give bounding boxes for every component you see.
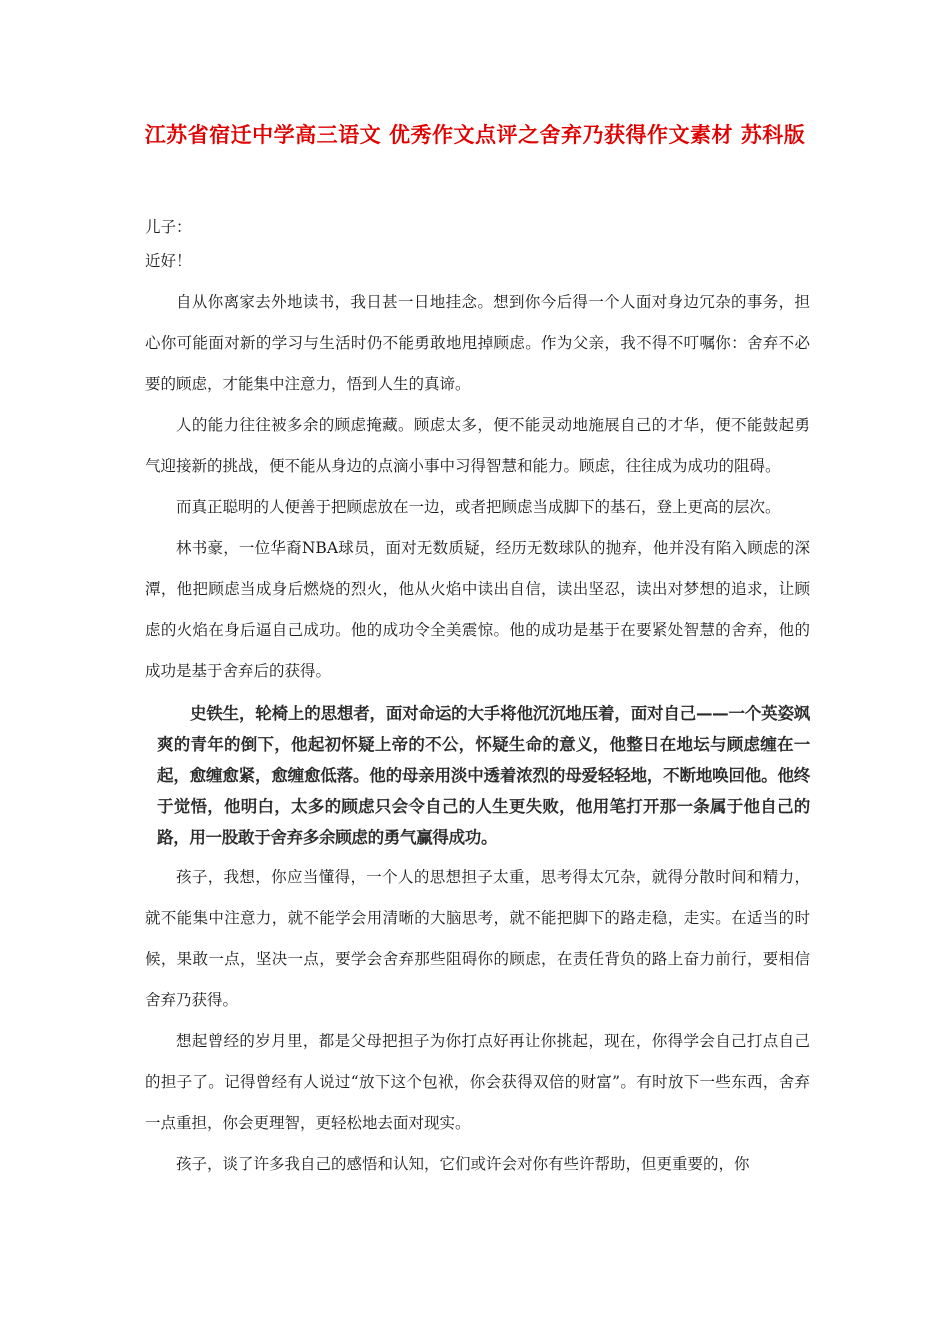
scanned-paragraph: 史铁生，轮椅上的思想者，面对命运的大手将他沉沉地压着，面对自己——一个英姿飒爽的青年的倒下，他起初怀疑上帝的不公，怀疑生命的意义，他整日在地坛与顾虑缠在一起，愈缠愈紧，愈缠愈低落。他的母亲用淡中透着浓烈的母爱轻轻地，不断地唤回他。他终于觉悟，他明白，太多的顾虑只会令自己的人生更失败，他用笔打开那一条属于他自己的路，用一股敢于舍弃多余顾虑的勇气赢得成功。 [157, 704, 810, 847]
salutation: 儿子： [145, 218, 192, 236]
paragraph-1: 自从你离家去外地读书，我日甚一日地挂念。想到你今后得一个人面对身边冗杂的事务，担心你可能面对新的学习与生活时仍不能勇敢地甩掉顾虑。作为父亲，我不得不叮嘱你：舍弃不必要的顾虑，才能集中注意力，悟到人生的真谛。 [145, 293, 810, 393]
document-body [145, 210, 810, 1185]
document-title: 江苏省宿迁中学高三语文 优秀作文点评之舍弃乃获得作文素材 苏科版 [144, 123, 806, 147]
paragraph-7: 想起曾经的岁月里，都是父母把担子为你打点好再让你挑起，现在，你得学会自己打点自己的担子了。记得曾经有人说过“放下这个包袱，你会获得双倍的财富”。有时放下一些东西，舍弃一点重担，你会更理智，更轻松地去面对现实。 [145, 1032, 810, 1132]
paragraph-3: 而真正聪明的人便善于把顾虑放在一边，或者把顾虑当成脚下的基石，登上更高的层次。 [176, 498, 781, 516]
paragraph-4: 林书豪，一位华裔NBA球员，面对无数质疑，经历无数球队的抛弃，他并没有陷入顾虑的深潭，他把顾虑当成身后燃烧的烈火，他从火焰中读出自信，读出坚忍，读出对梦想的追求，让顾虑的火焰在身后逼自己成功。他的成功令全美震惊。他的成功是基于在要紧处智慧的舍弃，他的成功是基于舍弃后的获得。 [145, 539, 810, 680]
paragraph-6: 孩子，我想，你应当懂得，一个人的思想担子太重，思考得太冗杂，就得分散时间和精力，就不能集中注意力，就不能学会用清晰的大脑思考，就不能把脚下的路走稳，走实。在适当的时候，果敢一点，坚决一点，要学会舍弃那些阻碍你的顾虑，在责任背负的路上奋力前行，要相信舍弃乃获得。 [145, 868, 810, 1009]
paragraph-8: 孩子，谈了许多我自己的感悟和认知，它们或许会对你有些许帮助，但更重要的，你 [176, 1155, 750, 1173]
greeting: 近好！ [145, 252, 192, 270]
paragraph-2: 人的能力往往被多余的顾虑掩藏。顾虑太多，便不能灵动地施展自己的才华，便不能鼓起勇气迎接新的挑战，便不能从身边的点滴小事中习得智慧和能力。顾虑，往往成为成功的阻碍。 [145, 416, 810, 475]
